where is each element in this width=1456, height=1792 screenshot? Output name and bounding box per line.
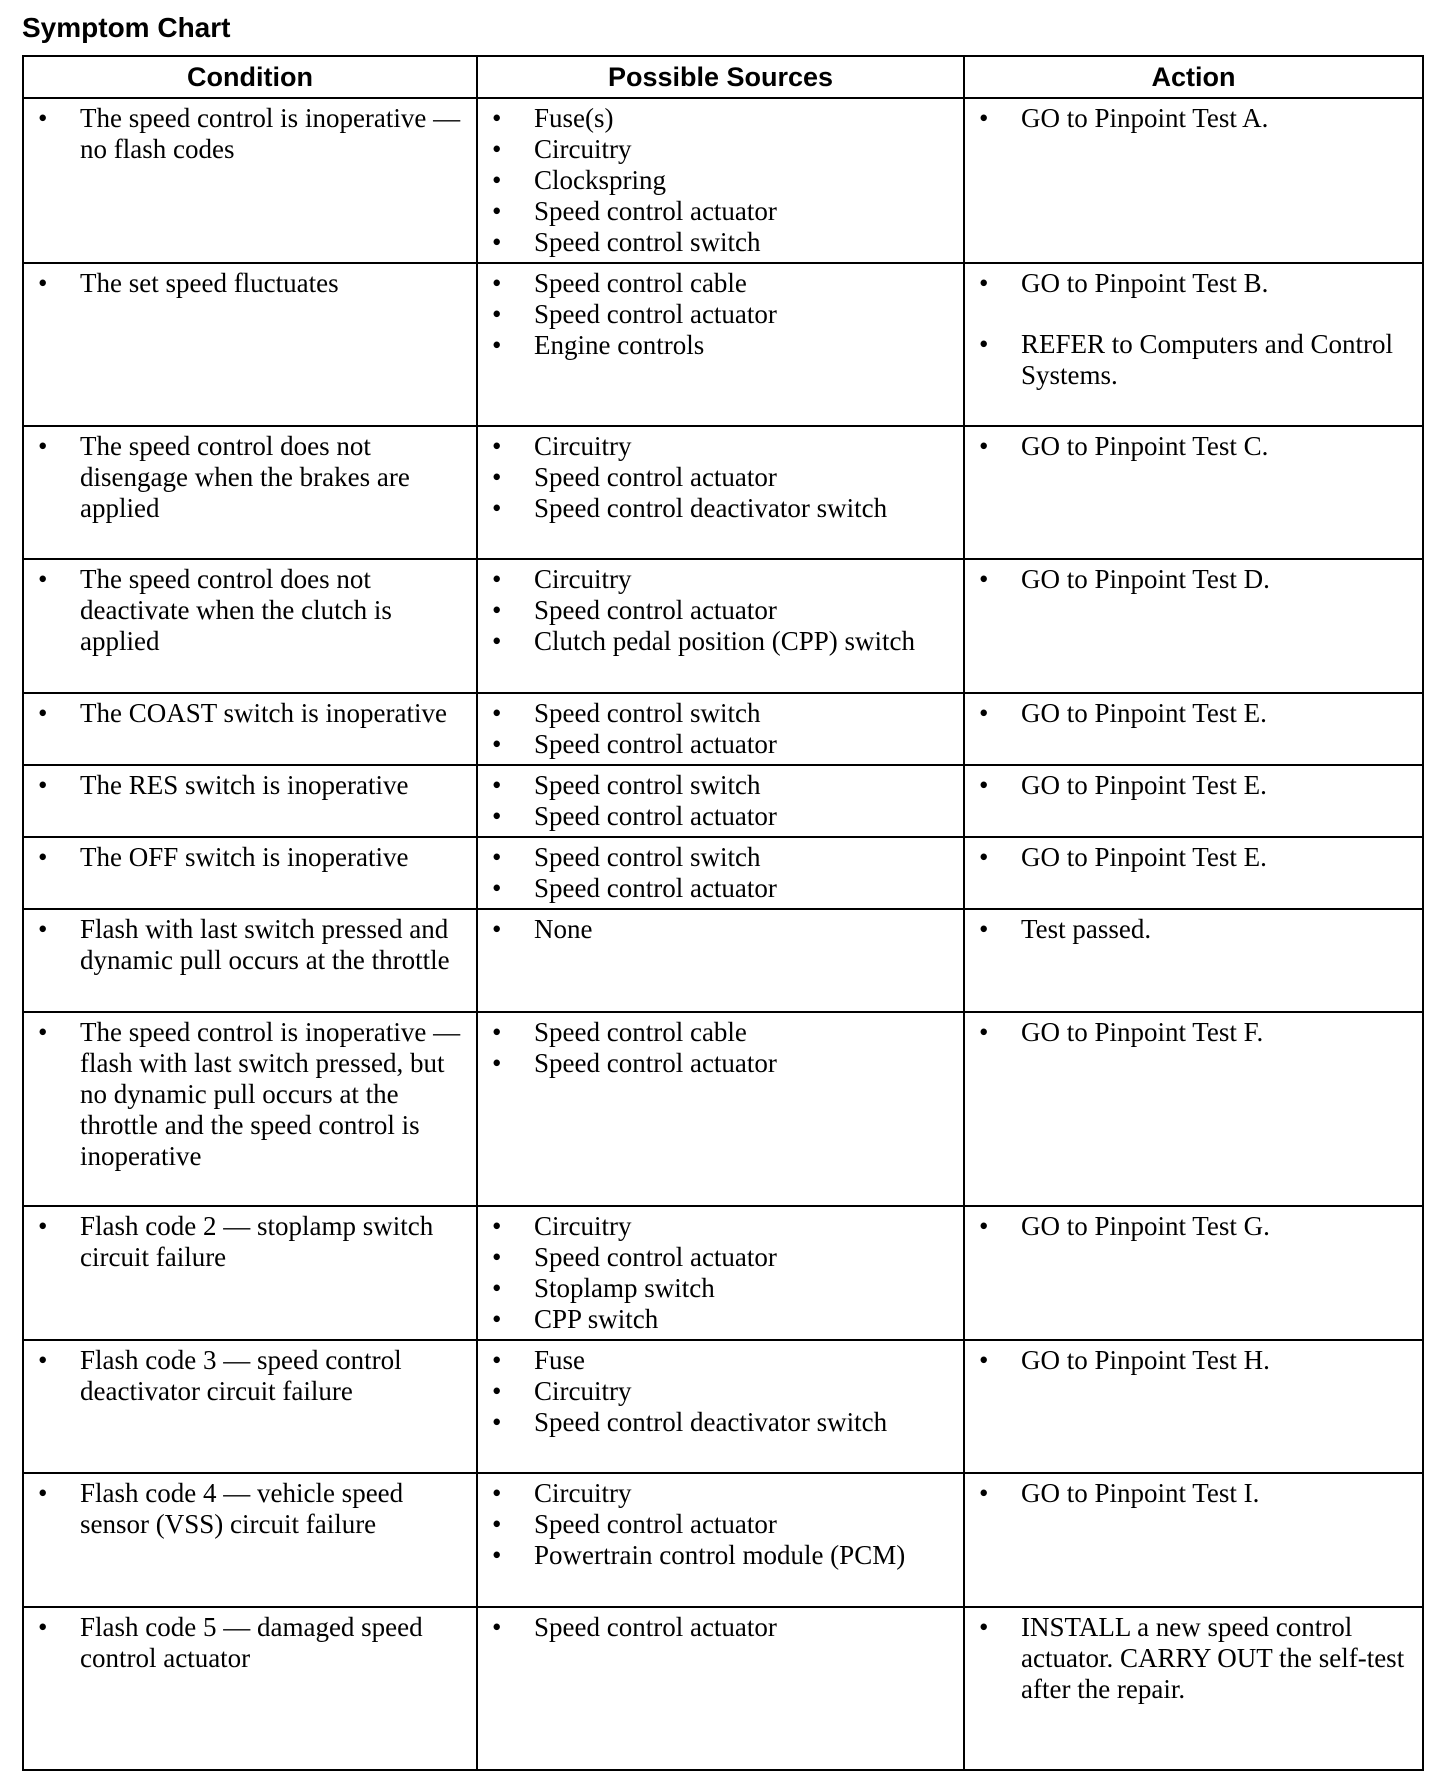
list-item: • Speed control cable — [478, 1017, 963, 1048]
list-item: • CPP switch — [478, 1304, 963, 1335]
list-item: • Circuitry — [478, 1478, 963, 1509]
list-item: • Circuitry — [478, 564, 963, 595]
action-cell — [964, 1473, 1423, 1607]
page-title: Symptom Chart — [22, 12, 231, 43]
table-row — [23, 98, 1423, 263]
action-cell — [964, 263, 1423, 426]
list-item: • The speed control does not disengage when the brakes are applied — [24, 431, 476, 524]
list-item: • Speed control actuator — [478, 729, 963, 760]
list-item: • Speed control switch — [478, 698, 963, 729]
sources-cell — [477, 1206, 964, 1340]
list-item: • Flash code 5 — damaged speed control actuator — [24, 1612, 476, 1674]
list-item: • GO to Pinpoint Test G. — [965, 1211, 1422, 1242]
sources-cell — [477, 263, 964, 426]
sources-cell — [477, 765, 964, 837]
list-item: • The speed control does not deactivate when the clutch is applied — [24, 564, 476, 657]
list-item: • GO to Pinpoint Test H. — [965, 1345, 1422, 1376]
list-item: • Fuse(s) — [478, 103, 963, 134]
table-row — [23, 263, 1423, 426]
condition-cell — [23, 1340, 477, 1473]
list-item: • Speed control switch — [478, 842, 963, 873]
list-item: • Flash code 3 — speed control deactivator circuit failure — [24, 1345, 476, 1407]
table-row — [23, 1340, 1423, 1473]
condition-cell — [23, 1012, 477, 1206]
list-item: • Circuitry — [478, 1376, 963, 1407]
action-cell — [964, 693, 1423, 765]
list-item: • Flash with last switch pressed and dynamic pull occurs at the throttle — [24, 914, 476, 976]
sources-cell — [477, 1340, 964, 1473]
list-item: • Speed control cable — [478, 268, 963, 299]
condition-cell — [23, 693, 477, 765]
list-item: • Speed control deactivator switch — [478, 493, 963, 524]
table-row — [23, 837, 1423, 909]
list-item: • The OFF switch is inoperative — [24, 842, 476, 873]
list-item: • Speed control actuator — [478, 873, 963, 904]
list-item: • Clockspring — [478, 165, 963, 196]
list-item: • GO to Pinpoint Test E. — [965, 698, 1422, 729]
condition-cell — [23, 909, 477, 1012]
list-item: • The set speed fluctuates — [24, 268, 476, 299]
list-item: • Stoplamp switch — [478, 1273, 963, 1304]
list-item: • Speed control switch — [478, 770, 963, 801]
list-item: • Speed control actuator — [478, 462, 963, 493]
list-item: • None — [478, 914, 963, 945]
list-item: • Speed control actuator — [478, 1509, 963, 1540]
condition-cell — [23, 559, 477, 693]
list-item: • Flash code 2 — stoplamp switch circuit failure — [24, 1211, 476, 1273]
list-item: • Flash code 4 — vehicle speed sensor (VSS) circuit failure — [24, 1478, 476, 1540]
condition-cell — [23, 837, 477, 909]
sources-cell — [477, 1607, 964, 1770]
list-item: • GO to Pinpoint Test D. — [965, 564, 1422, 595]
table-row — [23, 693, 1423, 765]
list-item: • Speed control actuator — [478, 801, 963, 832]
list-item: • The COAST switch is inoperative — [24, 698, 476, 729]
list-item: • Speed control actuator — [478, 1612, 963, 1643]
list-item: • Circuitry — [478, 431, 963, 462]
list-item: • GO to Pinpoint Test A. — [965, 103, 1422, 134]
list-item: • The speed control is inoperative — flash with last switch pressed, but no dynamic pull occurs at the throttle and the speed control is inoperative — [24, 1017, 476, 1172]
action-cell — [964, 1206, 1423, 1340]
table-row — [23, 1607, 1423, 1770]
list-item: • Speed control deactivator switch — [478, 1407, 963, 1438]
list-item: • Speed control switch — [478, 227, 963, 258]
list-item: • GO to Pinpoint Test B. — [965, 268, 1422, 299]
list-item: • Test passed. — [965, 914, 1422, 945]
sources-cell — [477, 98, 964, 263]
condition-cell — [23, 1206, 477, 1340]
list-item: • Circuitry — [478, 1211, 963, 1242]
list-item: • Clutch pedal position (CPP) switch — [478, 626, 963, 657]
table-row — [23, 426, 1423, 559]
header-action: Action — [964, 56, 1423, 98]
list-item: • Speed control actuator — [478, 1048, 963, 1079]
condition-cell — [23, 765, 477, 837]
condition-cell — [23, 98, 477, 263]
action-cell — [964, 1607, 1423, 1770]
list-item: • Engine controls — [478, 330, 963, 361]
list-item: • GO to Pinpoint Test E. — [965, 842, 1422, 873]
list-item: • GO to Pinpoint Test C. — [965, 431, 1422, 462]
condition-cell — [23, 426, 477, 559]
list-item: • Circuitry — [478, 134, 963, 165]
list-item: • Speed control actuator — [478, 299, 963, 330]
action-cell — [964, 909, 1423, 1012]
header-condition: Condition — [23, 56, 477, 98]
list-item: • Speed control actuator — [478, 196, 963, 227]
header-possible-sources: Possible Sources — [477, 56, 964, 98]
action-cell — [964, 426, 1423, 559]
list-item: • Powertrain control module (PCM) — [478, 1540, 963, 1571]
list-item: • GO to Pinpoint Test I. — [965, 1478, 1422, 1509]
action-cell — [964, 1012, 1423, 1206]
list-item: • GO to Pinpoint Test E. — [965, 770, 1422, 801]
sources-cell — [477, 693, 964, 765]
symptom-chart-table — [22, 55, 1424, 1771]
condition-cell — [23, 1607, 477, 1770]
list-item: • Fuse — [478, 1345, 963, 1376]
list-item: • INSTALL a new speed control actuator. CARRY OUT the self-test after the repair. — [965, 1612, 1422, 1705]
action-cell — [964, 1340, 1423, 1473]
action-cell — [964, 559, 1423, 693]
condition-cell — [23, 1473, 477, 1607]
list-item: • The RES switch is inoperative — [24, 770, 476, 801]
sources-cell — [477, 1473, 964, 1607]
list-item: • The speed control is inoperative — no flash codes — [24, 103, 476, 165]
table-row — [23, 1473, 1423, 1607]
table-row — [23, 1206, 1423, 1340]
list-item: • Speed control actuator — [478, 1242, 963, 1273]
list-item: • GO to Pinpoint Test F. — [965, 1017, 1422, 1048]
list-item: • Speed control actuator — [478, 595, 963, 626]
sources-cell — [477, 837, 964, 909]
sources-cell — [477, 1012, 964, 1206]
action-cell — [964, 765, 1423, 837]
condition-cell — [23, 263, 477, 426]
sources-cell — [477, 909, 964, 1012]
table-row — [23, 559, 1423, 693]
table-header-row — [23, 56, 1423, 98]
sources-cell — [477, 426, 964, 559]
table-row — [23, 909, 1423, 1012]
action-cell — [964, 98, 1423, 263]
table-row — [23, 1012, 1423, 1206]
list-item: • REFER to Computers and Control Systems. — [965, 329, 1422, 391]
action-cell — [964, 837, 1423, 909]
table-row — [23, 765, 1423, 837]
sources-cell — [477, 559, 964, 693]
